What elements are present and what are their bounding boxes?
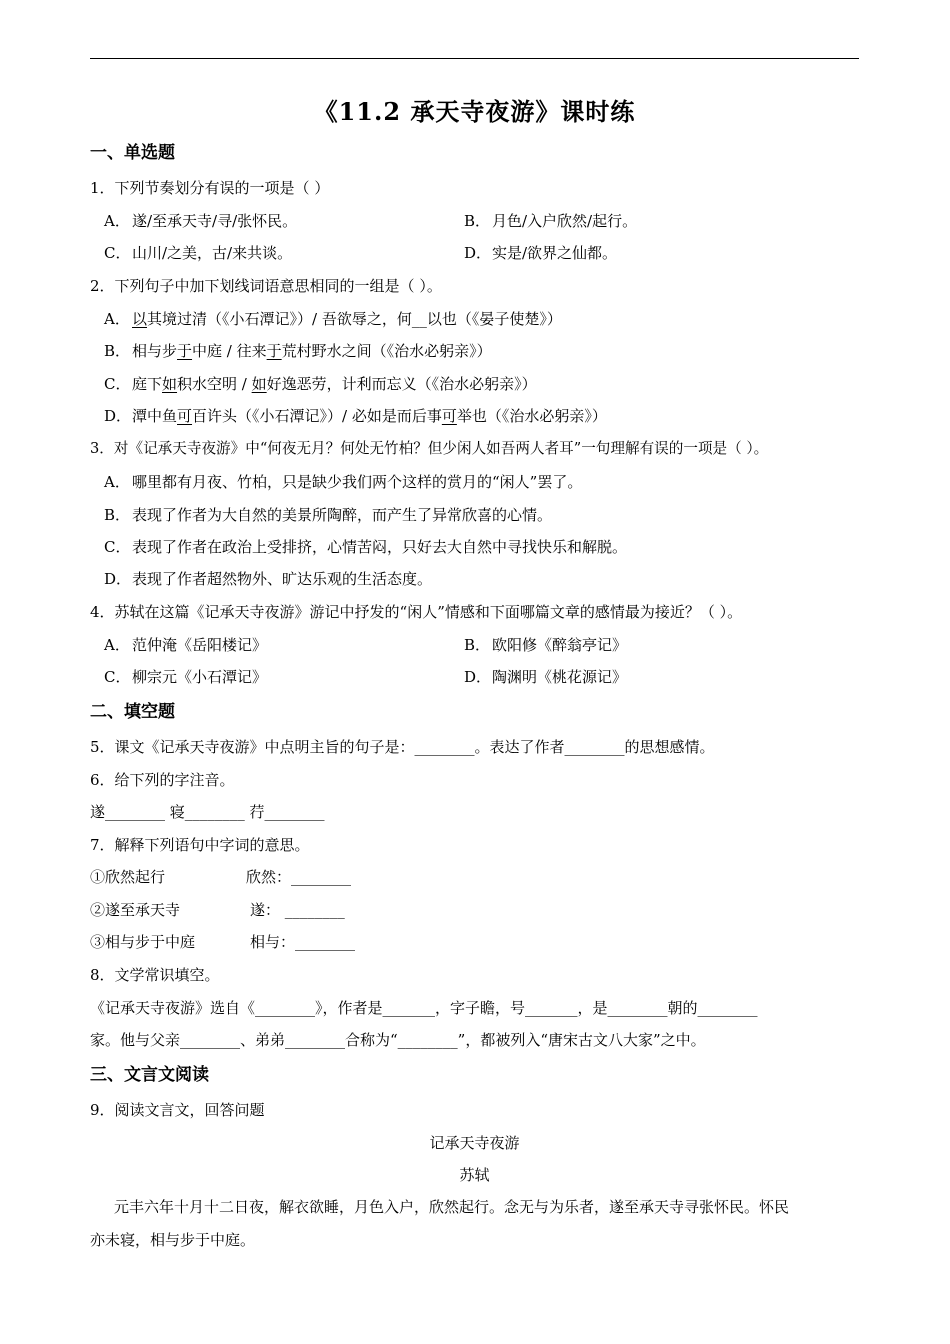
question-8-line-1: 《记承天寺夜游》选自《________》，作者是_______，字子瞻，号_______，是________朝的________: [90, 999, 758, 1017]
q3-option-d: D．表现了作者超然物外、旷达乐观的生活态度。: [104, 570, 433, 588]
section-heading-single-choice: 一、单选题: [90, 143, 175, 163]
q3-option-c: C． 表现了作者在政治上受排挤，心情苦闷，只好去大自然中寻找快乐和解脱。: [104, 538, 628, 556]
q4-option-c: C． 柳宗元《小石潭记》: [104, 668, 268, 686]
q3-option-b: B． 表现了作者为大自然的美景所陶醉，而产生了异常欣喜的心情。: [104, 506, 553, 524]
section-heading-classical-reading: 三、文言文阅读: [90, 1065, 209, 1085]
q1-option-d: D．实是/欲界之仙都。: [464, 244, 618, 262]
q2-option-a: A． 以其境过清（《小石潭记》）/ 吾欲辱之，何__以也（《晏子使楚》）: [104, 310, 562, 328]
q7-item-1-blank: 欣然：________: [246, 868, 352, 886]
q1-option-c: C． 山川/之美，古/来共谈。: [104, 244, 293, 262]
q2-option-b: B． 相与步于中庭 / 往来于荒村野水之间（《治水必躬亲》）: [104, 342, 492, 360]
q3-option-a: A． 哪里都有月夜、竹柏，只是缺少我们两个这样的赏月的“闲人”罢了。: [104, 473, 583, 491]
question-4-stem: 4．苏轼在这篇《记承天寺夜游》游记中抒发的“闲人”情感和下面哪篇文章的感情最为接近？（ ）。: [90, 603, 743, 621]
passage-title: 记承天寺夜游: [429, 1134, 520, 1152]
question-6-blanks: 遂________ 寝________ 荇________: [90, 803, 325, 821]
q1-option-b: B． 月色/入户欣然/起行。: [464, 212, 638, 230]
passage-paragraph-line-2: 亦未寝，相与步于中庭。: [90, 1231, 256, 1249]
question-7-stem: 7．解释下列语句中字词的意思。: [90, 836, 310, 854]
q7-item-1-sentence: ①欣然起行: [90, 868, 166, 886]
q4-option-b: B． 欧阳修《醉翁亭记》: [464, 636, 628, 654]
q7-item-3-blank: 相与：________: [250, 933, 356, 951]
question-8-stem: 8．文学常识填空。: [90, 966, 220, 984]
question-9-stem: 9．阅读文言文，回答问题: [90, 1101, 265, 1119]
q2-option-c: C． 庭下如积水空明 / 如好逸恶劳，计利而忘义（《治水必躬亲》）: [104, 375, 537, 393]
section-heading-fill-in: 二、填空题: [90, 702, 175, 722]
q7-item-2-blank: 遂： ________: [250, 901, 345, 919]
question-5: 5．课文《记承天寺夜游》中点明主旨的句子是：________。表达了作者________的思想感情。: [90, 738, 715, 756]
q1-option-a: A． 遂/至承天寺/寻/张怀民。: [104, 212, 298, 230]
question-1-stem: 1．下列节奏划分有误的一项是（ ）: [90, 179, 330, 197]
q7-item-3-sentence: ③相与步于中庭: [90, 933, 196, 951]
passage-author: 苏轼: [459, 1166, 490, 1184]
q4-option-d: D．陶渊明《桃花源记》: [464, 668, 628, 686]
header-rule: [90, 58, 859, 59]
question-8-line-2: 家。他与父亲________、弟弟________合称为“________”，都被列入“唐宋古文八大家”之中。: [90, 1031, 706, 1049]
page-title: 《11.2 承天寺夜游》课时练: [313, 97, 636, 126]
passage-paragraph-line-1: 元丰六年十月十二日夜，解衣欲睡，月色入户，欣然起行。念无与为乐者，遂至承天寺寻张怀民。怀民: [114, 1198, 790, 1216]
question-6-stem: 6．给下列的字注音。: [90, 771, 235, 789]
q7-item-2-sentence: ②遂至承天寺: [90, 901, 181, 919]
question-2-stem: 2．下列句子中加下划线词语意思相同的一组是（ ）。: [90, 277, 442, 295]
question-3-stem: 3．对《记承天寺夜游》中“何夜无月？何处无竹柏？但少闲人如吾两人者耳”一句理解有误的一项是（ ）。: [90, 440, 769, 457]
q4-option-a: A． 范仲淹《岳阳楼记》: [104, 636, 268, 654]
q2-option-d: D．潭中鱼可百许头（《小石潭记》）/ 必如是而后事可举也（《治水必躬亲》）: [104, 407, 607, 425]
